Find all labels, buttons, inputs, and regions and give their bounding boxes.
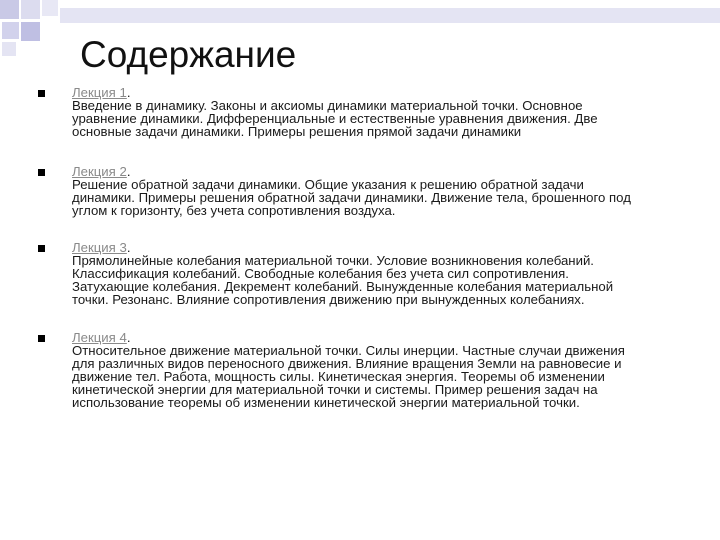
- description-line: Введение в динамику. Законы и аксиомы динамики материальной точки. Основное: [72, 98, 583, 113]
- lecture-heading-punct: .: [126, 85, 131, 100]
- lecture-heading-punct: .: [126, 164, 131, 179]
- description-line: Относительное движение материальной точки. Силы инерции. Частные случаи движения: [72, 343, 625, 358]
- description-line: для различных видов переносного движения. Влияние вращения Земли на равновесие и: [72, 356, 622, 371]
- list-item-body: [72, 241, 700, 306]
- description-line: движение тел. Работа, мощность силы. Кинетическая энергия. Теоремы об изменении: [72, 369, 605, 384]
- description-line: Решение обратной задачи динамики. Общие указания к решению обратной задачи: [72, 177, 584, 192]
- lecture-heading-punct: .: [126, 240, 131, 255]
- list-item-body: [72, 331, 700, 409]
- lecture-3-link[interactable]: Лекция 3: [72, 240, 127, 255]
- description-line: Классификация колебаний. Свободные колебания без учета сил сопротивления.: [72, 266, 569, 281]
- description-line: использование теоремы об изменении кинетической энергии материальной точки.: [72, 395, 580, 410]
- square-bullet-icon: [38, 169, 45, 176]
- description-line: уравнение динамики. Дифференциальные и естественные уравнения движения. Две: [72, 111, 598, 126]
- square-bullet-icon: [38, 90, 45, 97]
- square-bullet-icon: [38, 245, 45, 252]
- description-line: Затухающие колебания. Декремент колебаний. Вынужденные колебания материальной: [72, 279, 614, 294]
- description-line: углом к горизонту, без учета сопротивления воздуха.: [72, 203, 396, 218]
- square-bullet-icon: [38, 335, 45, 342]
- description-line: динамики. Примеры решения обратной задачи динамики. Движение тела, брошенного под: [72, 190, 631, 205]
- lecture-description: [72, 254, 700, 306]
- header-band: [60, 8, 720, 23]
- deco-square: [21, 22, 40, 41]
- lecture-1-link[interactable]: Лекция 1: [72, 85, 127, 100]
- description-line: Прямолинейные колебания материальной точки. Условие возникновения колебаний.: [72, 253, 594, 268]
- description-line: основные задачи динамики. Примеры решения прямой задачи динамики: [72, 124, 522, 139]
- lecture-description: [72, 99, 700, 138]
- deco-square: [0, 0, 19, 19]
- lecture-2-link[interactable]: Лекция 2: [72, 164, 127, 179]
- lecture-4-link[interactable]: Лекция 4: [72, 330, 127, 345]
- lecture-description: [72, 178, 700, 217]
- lecture-description: [72, 344, 700, 409]
- description-line: кинетической энергии для материальной точки и системы. Пример решения задач на: [72, 382, 598, 397]
- deco-square: [42, 0, 58, 16]
- list-item-body: [72, 165, 700, 217]
- page-title: Содержание: [80, 34, 297, 75]
- deco-square: [21, 0, 40, 19]
- lecture-heading-punct: .: [126, 330, 131, 345]
- description-line: точки. Резонанс. Влияние сопротивления движению при вынужденных колебаниях.: [72, 292, 585, 307]
- deco-square: [2, 42, 16, 56]
- list-item-body: [72, 86, 700, 138]
- deco-square: [2, 22, 19, 39]
